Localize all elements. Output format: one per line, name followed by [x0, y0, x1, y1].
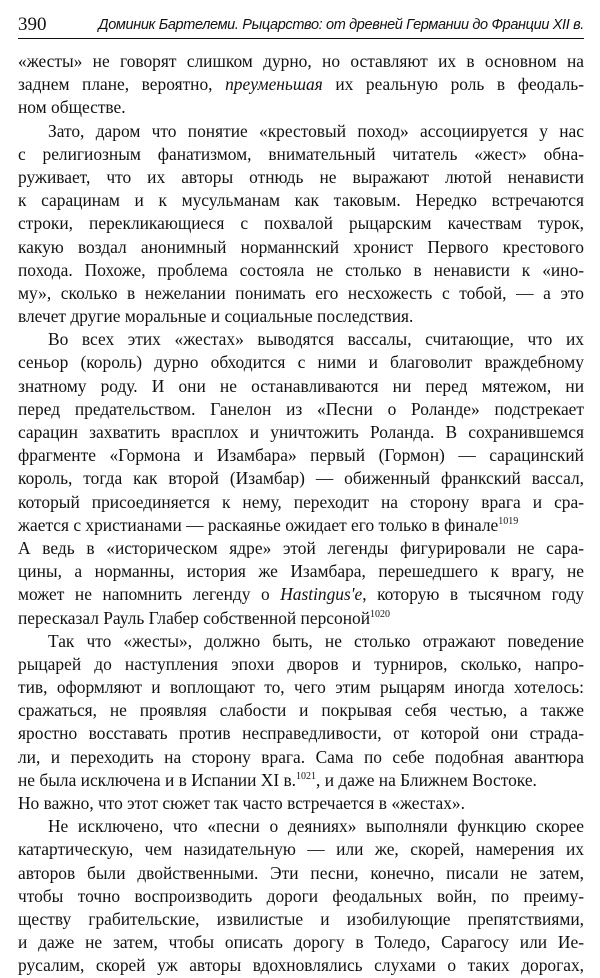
- text-fragment: не была исключена и в Испании XI в.: [18, 769, 297, 790]
- running-title: Доминик Бартелеми. Рыцарство: от древней Германии до Франции XII в.: [98, 17, 584, 33]
- text-fragment: , которую в тысячном году: [362, 584, 585, 605]
- text-line: русалим, скорей уж авторы вдохновлялись слухами о таких дорогах,: [18, 955, 584, 976]
- text-line: Но важно, что этот сюжет так часто встречается в «жестах».: [18, 793, 465, 813]
- text-line: яростно восставать против несправедливости, от которой они страда-: [18, 723, 584, 744]
- text-line: перед предательством. Ганелон из «Песни о Роланде» подстрекает: [18, 398, 584, 419]
- text-line: ном обществе.: [18, 97, 126, 118]
- text-line: [18, 583, 584, 606]
- italic-word: преуменьшая: [225, 74, 323, 95]
- footnote-ref-1020: 1020: [370, 608, 390, 620]
- text-line: авторов были двойственными. Эти песни, конечно, писали не затем,: [18, 862, 584, 883]
- text-line: король, тогда как второй (Изамбар) — обиженный франкский вассал,: [18, 468, 584, 489]
- page-number: 390: [18, 14, 47, 35]
- text-line: фрагменте «Гормона и Изамбара» первый (Гормон) — сарацинский: [18, 445, 584, 466]
- text-line: руживает, что их авторы отнюдь не выражают лютой ненависти: [18, 166, 584, 187]
- text-fragment: может не напомнить легенду о: [18, 584, 281, 605]
- page-header: [18, 10, 584, 39]
- text-line: сражаться, не проявляя слабости и покрывая себя честью, а также: [18, 700, 584, 721]
- text-line: какую воздал анонимный норманнский хронист Первого крестового: [18, 236, 584, 257]
- text-line: строки, перекликающиеся с похвалой рыцарским качествам турок,: [18, 213, 584, 234]
- text-line: и даже не затем, чтобы описать дорогу в Толедо, Сарагосу или Ие-: [18, 932, 584, 953]
- text-fragment: , и даже на Ближнем Востоке.: [316, 769, 537, 790]
- text-line: который присоединяется к нему, переходит на сторону врага и сра-: [18, 491, 584, 512]
- text-line: с религиозным фанатизмом, внимательный читатель «жест» обна-: [18, 143, 584, 164]
- text-line: знатному роду. И они не останавливаются ни перед мятежом, ни: [18, 375, 584, 396]
- text-line: к сарацинам и к мусульманам как таковым. Нередко встречаются: [18, 190, 584, 211]
- text-line: сеньор (король) дурно обходится с ними и благоволит враждебному: [18, 352, 584, 373]
- text-line: Зато, даром что понятие «крестовый поход» ассоциируется у нас: [48, 120, 584, 141]
- text-line: [18, 514, 584, 537]
- text-fragment: жается с христианами — раскаянье ожидает его только в финале: [18, 514, 499, 535]
- italic-word: Hastingus'е: [280, 584, 363, 605]
- text-line: похода. Похоже, проблема состояла не столько в ненависти к «ино-: [18, 259, 584, 280]
- text-fragment: их реальную роль в феодаль-: [335, 74, 584, 95]
- text-line: чтобы точно воспроизводить дороги феодальных войн, по преиму-: [18, 885, 584, 906]
- text-line: [18, 769, 584, 792]
- text-line: влечет другие моральные и социальные последствия.: [18, 306, 414, 327]
- text-line: рыцарей до наступления эпохи дворов и турниров, сколько, напро-: [18, 653, 584, 674]
- text-line: А ведь в «историческом ядре» этой легенды фигурировали не сара-: [18, 537, 584, 558]
- text-line: Во всех этих «жестах» выводятся вассалы, считающие, что их: [48, 329, 584, 350]
- text-fragment: пересказал Рауль Глабер собственной персоной: [18, 607, 370, 628]
- text-line: му», сколько в нежелании понимать его несхожесть с тобой, — а это: [18, 282, 584, 303]
- text-line: [18, 73, 584, 96]
- text-line: [18, 607, 584, 630]
- text-line: сарацин захватить врасплох и уничтожить Роланда. В сохранившемся: [18, 422, 584, 442]
- text-line: катартическую, чем назидательную — или же, скорей, намерения их: [18, 839, 584, 860]
- text-line: ли, и переходить на сторону врага. Сама по себе подобная авантюра: [18, 746, 584, 767]
- body-text: [18, 50, 584, 978]
- text-line: ществу грабительские, извилистые и изобилующие препятствиями,: [18, 908, 584, 929]
- text-line: «жесты» не говорят слишком дурно, но оставляют их в основном на: [18, 51, 584, 71]
- footnote-ref-1019: 1019: [498, 515, 519, 527]
- footnote-ref-1021: 1021: [296, 770, 317, 782]
- text-line: цины, а норманны, история же Изамбара, перешедшего к врагу, не: [18, 561, 584, 582]
- text-fragment: заднем плане, вероятно,: [18, 74, 226, 95]
- text-line: тив, оформляют и воплощают то, чего этим рыцарям иногда хотелось:: [18, 677, 584, 698]
- text-line: Так что «жесты», должно быть, не столько отражают поведение: [48, 630, 584, 651]
- text-line: Не исключено, что «песни о деяниях» выполняли функцию скорее: [48, 816, 584, 837]
